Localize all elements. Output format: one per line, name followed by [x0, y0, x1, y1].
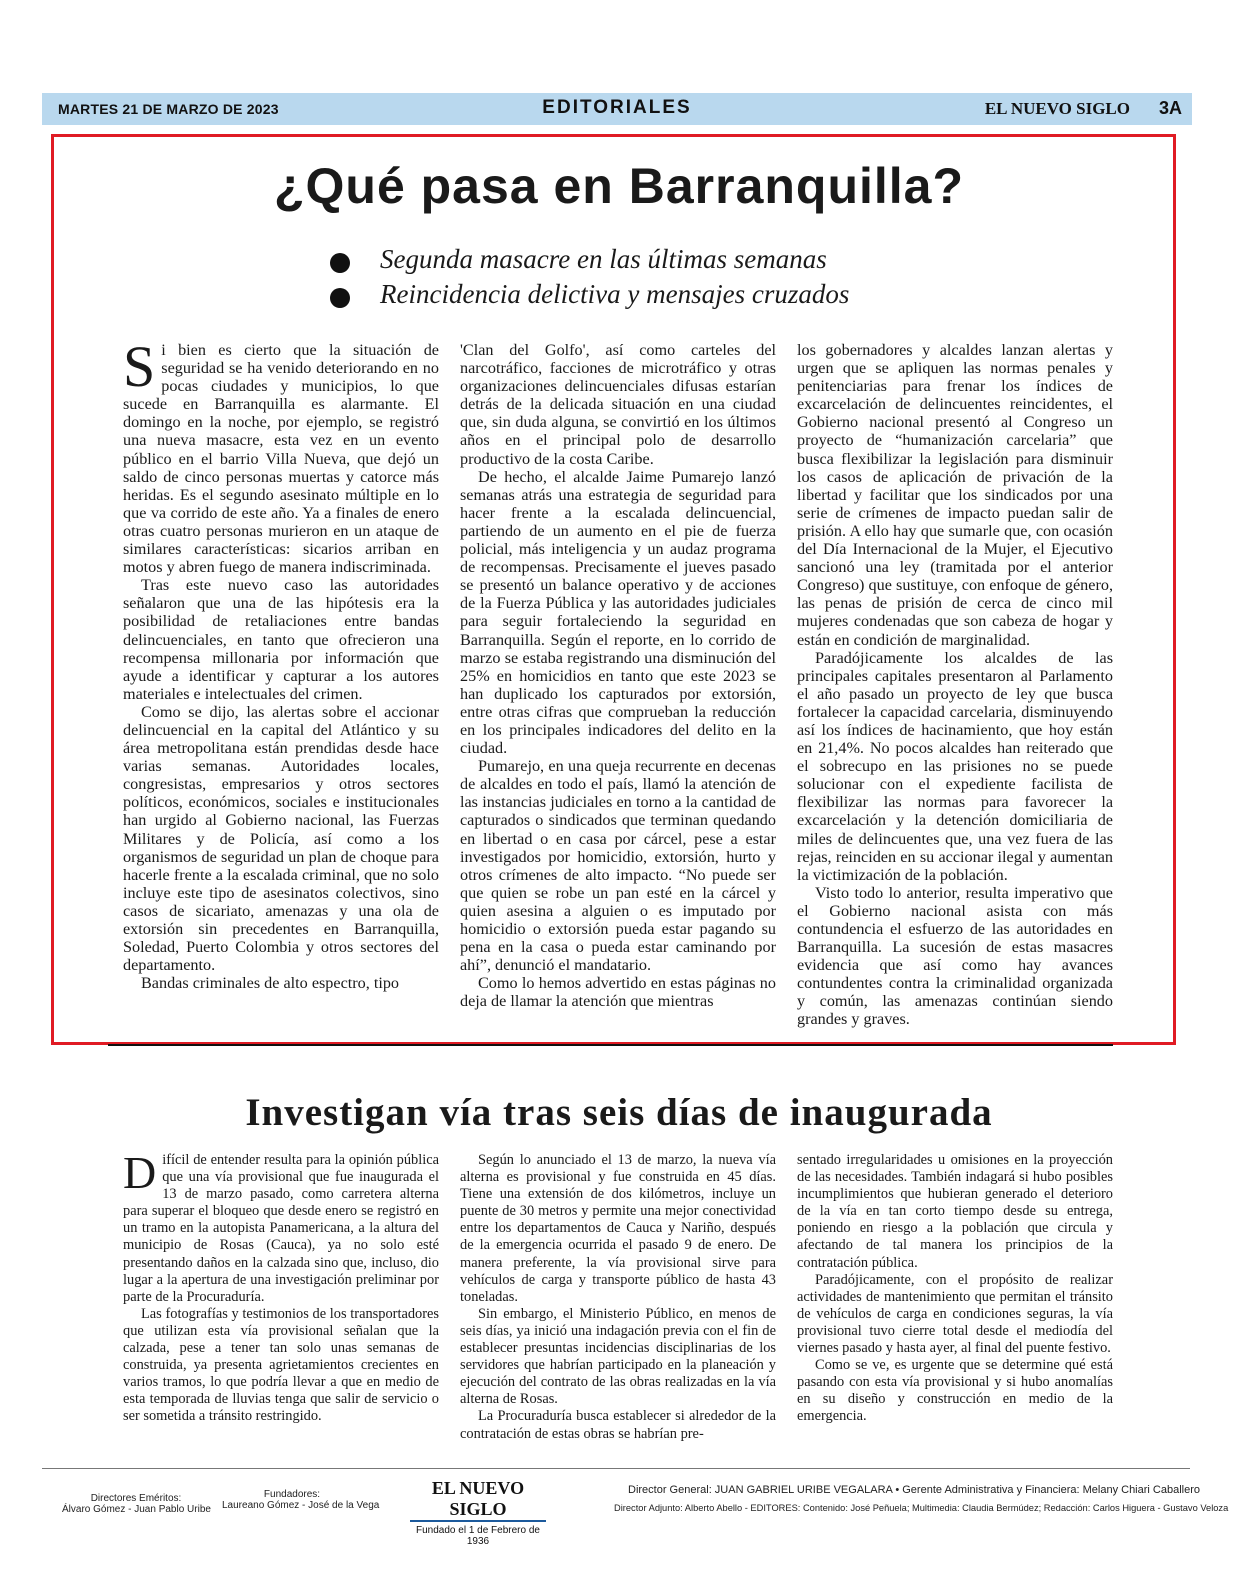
paragraph: Pumarejo, en una queja recurrente en decenas de alcaldes en todo el país, llamó la atención de las instancias judiciales en torno a la cantidad de capturados o sindicados que terminan quedando en libertad o en casa por cárcel, pese a estar investigados por homicidio, extorsión, hurto y otros crímenes de alto impacto. “No puede ser que quien se robe un pan esté en la cárcel y quien asesina a alguien o es imputado por homicidio o extorsión pueda estar pagando su pena en la casa o pueda estar caminando por ahí”, denunció el mandatario. — [460, 757, 776, 975]
paragraph: sentado irregularidades u omisiones en la proyección de las necesidades. También indagará si hubo posibles incumplimientos que hubieran generado el deterioro de la vía en tan corto tiempo desde su entrega, poniendo en riesgo a la población que circula y afectando de tal manera los principios de la contratación pública. — [797, 1152, 1113, 1271]
paragraph: Como se ve, es urgente que se determine qué está pasando con esta vía provisional y si hubo anomalías en su diseño y construcción en medio de la emergencia. — [797, 1357, 1113, 1425]
paragraph: Paradójicamente los alcaldes de las principales capitales presentaron al Parlamento el año pasado un proyecto de ley que busca fortalecer la capacidad carcelaria, disminuyendo así los índices de hacinamiento, que hoy están en 21,4%. No pocos alcaldes han reiterado que el sobrecupo en las prisiones no se puede solucionar con el expediente facilista de flexibilizar las normas para favorecer la excarcelación y la detención domiciliaria de miles de delincuentes que, una vez fuera de las rejas, reinciden en su accionar ilegal y aumentan la victimización de la población. — [797, 648, 1113, 884]
article1-column-2 — [460, 341, 776, 1010]
footer-logo: EL NUEVO SIGLO Fundado el 1 de Febrero de 1936 — [410, 1478, 546, 1547]
paragraph: La Procuraduría busca establecer si alrededor de la contratación de estas obras se habrían pre- — [460, 1408, 776, 1442]
footer-staff-line-1: Director General: JUAN GABRIEL URIBE VEGALARA • Gerente Administrativa y Financiera: Melany Chiari Caballero — [628, 1484, 1200, 1496]
article1-column-3 — [797, 341, 1113, 1029]
paragraph: Según lo anunciado el 13 de marzo, la nueva vía alterna es provisional y fue construida en 45 días. Tiene una extensión de dos kilómetros, incluye un puente de 30 metros y permite una mejor conectividad entre los departamentos de Cauca y Nariño, después de la emergencia ocurrida el pasado 9 de enero. De manera preferente, la vía provisional sirve para vehículos de carga y transporte público de hasta 43 toneladas. — [460, 1152, 776, 1305]
paragraph: Paradójicamente, con el propósito de realizar actividades de mantenimiento que permitan el tránsito de vehículos de carga en condiciones seguras, la vía provisional tuvo cierre total desde el mediodía del viernes pasado y hasta ayer, al final del puente festivo. — [797, 1271, 1113, 1357]
article1-subhead: Segunda masacre en las últimas semanas — [330, 244, 827, 275]
article1-column-1 — [123, 334, 439, 993]
paragraph: Como se dijo, las alertas sobre el accionar delincuencial en la capital del Atlántico y su área metropolitana están prendidas desde hace varias semanas. Autoridades locales, congresistas, empresarios y otros sectores políticos, económicos, sociales e institucionales han urgido al Gobierno nacional, las Fuerzas Militares y de Policía, así como a los organismos de seguridad un plan de choque para hacerle frente a la escalada criminal, que no solo incluye este tipo de asesinatos colectivos, sino casos de sicariato, amenazas y una ola de extorsión sin precedentes en Barranquilla, Soledad, Puerto Colombia y otros sectores del departamento. — [123, 702, 439, 975]
article1-title: ¿Qué pasa en Barranquilla? — [273, 158, 965, 214]
article2-column-2 — [460, 1152, 776, 1443]
paragraph: De hecho, el alcalde Jaime Pumarejo lanzó semanas atrás una estrategia de seguridad para hacer frente a la escalada delincuencial, partiendo de un aumento en el pie de fuerza policial, más inteligencia y un audaz programa de recompensas. Precisamente el jueves pasado se presentó un balance operativo y de acciones de la Fuerza Pública y las autoridades judiciales para seguir fortaleciendo la seguridad en Barranquilla. Según el reporte, en lo corrido de marzo se estaba registrando una disminución del 25% en homicidios en tanto que este 2023 se han duplicado los capturados por extorsión, entre otras cifras que comprueban la reducción en los principales indicadores del delito en la ciudad. — [460, 467, 776, 758]
paragraph: Como lo hemos advertido en estas páginas no deja de llamar la atención que mientras — [460, 974, 776, 1011]
article2-title: Investigan vía tras seis días de inaugurada — [245, 1091, 993, 1134]
article2-column-3 — [797, 1152, 1113, 1426]
paragraph: Visto todo lo anterior, resulta imperativo que el Gobierno nacional asista con más contundencia el esfuerzo de las autoridades en Barranquilla. La sucesión de estas masacres evidencia que así como hay avances contundentes contra la criminalidad organizada y común, las amenazas continúan siendo grandes y graves. — [797, 883, 1113, 1029]
paragraph: Bandas criminales de alto espectro, tipo — [141, 974, 400, 993]
bullet-icon — [330, 288, 350, 308]
footer-divider — [42, 1468, 1190, 1469]
header-section: EDITORIALES — [542, 97, 692, 118]
paragraph: Tras este nuevo caso las autoridades señalaron que una de las hipótesis era la posibilidad de retaliaciones entre bandas delincuenciales, en tanto que ofrecieron una recompensa millonaria por información que ayude a identificar y capturar a los autores materiales e intelectuales del crimen. — [123, 576, 439, 703]
dropcap: S — [123, 334, 156, 399]
paragraph: 'Clan del Golfo', así como carteles del narcotráfico, facciones de microtráfico y otras organizaciones delincuenciales difusas estarían detrás de la delicada situación en una ciudad que, sin duda alguna, se convirtió en los últimos años en el principal polo de desarrollo productivo de la costa Caribe. — [460, 341, 776, 468]
footer-founders: Fundadores: Laureano Gómez - José de la Vega — [222, 1489, 380, 1511]
header-date: MARTES 21 DE MARZO DE 2023 — [58, 101, 279, 117]
section-divider — [108, 1044, 1113, 1046]
paragraph: Si bien es cierto que la situación de seguridad se ha venido deteriorando en no pocas ciudades y municipios, lo que sucede en Barranquilla es alarmante. El domingo en la noche, por ejemplo, se registró una nueva masacre, esta vez en un evento público en el barrio Villa Nueva, que dejó un saldo de cinco personas muertas y catorce más heridas. Es el segundo asesinato múltiple en lo que va corrido de este año. Ya a finales de enero otras cuatro personas murieron en un ataque de similares características: sicarios arriban en motos y abren fuego de manera indiscriminada. — [123, 334, 439, 577]
page-header — [42, 93, 1192, 125]
footer-staff-line-2: Director Adjunto: Alberto Abello - EDITORES: Contenido: José Peñuela; Multimedia: Claudia Bermúdez; Redacción: Carlos Higuera - Gustavo Veloza — [614, 1503, 1229, 1513]
header-brand: EL NUEVO SIGLO — [984, 99, 1130, 118]
dropcap: D — [123, 1147, 157, 1198]
footer-directors: Directores Eméritos: Álvaro Gómez - Juan Pablo Uribe — [62, 1493, 211, 1515]
article1-subhead: Reincidencia delictiva y mensajes cruzados — [330, 279, 849, 310]
paragraph: Las fotografías y testimonios de los transportadores que utilizan esta vía provisional señalan que la calzada, pese a tener tan solo unas semanas de construida, ya presenta agrietamientos crecientes en varios tramos, lo que podría llevar a que en medio de esta temporada de lluvias tenga que salir de servicio o ser sometida a tránsito restringido. — [123, 1305, 439, 1425]
paragraph: los gobernadores y alcaldes lanzan alertas y urgen que se apliquen las normas penales y penitenciarias para frenar los índices de excarcelación de delincuentes reincidentes, el Gobierno nacional presentó al Congreso un proyecto de “humanización carcelaria” que busca flexibilizar la legislación para disminuir los casos de aplicación de privación de la libertad y facilitar que los sindicados por una serie de crímenes de impacto puedan salir de prisión. A ello hay que sumarle que, con ocasión del Día Internacional de la Mujer, el Ejecutivo sancionó una ley (tramitada por el anterior Congreso) que sustituye, con enfoque de género, las penas de prisión de cerca de cinco mil mujeres condenadas que son cabeza de hogar y están en condición de marginalidad. — [797, 341, 1113, 649]
bullet-icon — [330, 253, 350, 273]
article2-column-1 — [123, 1147, 439, 1426]
paragraph: Difícil de entender resulta para la opinión pública que una vía provisional que fue inaugurada el 13 de marzo pasado, como carretera alterna para superar el bloqueo que desde enero se registró en un tramo en la autopista Panamericana, a la altura del municipio de Rosas (Cauca), ya no solo esté presentando daños en la calzada sino que, incluso, dio lugar a la apertura de una investigación preliminar por parte de la Procuraduría. — [123, 1147, 439, 1305]
paragraph: Sin embargo, el Ministerio Público, en menos de seis días, ya inició una indagación previa con el fin de establecer presuntas incidencias disciplinarias de los servidores que habrían participado en la planeación y ejecución del contrato de las obras realizadas en la vía alterna de Rosas. — [460, 1305, 776, 1408]
header-page-number: 3A — [1158, 98, 1182, 118]
